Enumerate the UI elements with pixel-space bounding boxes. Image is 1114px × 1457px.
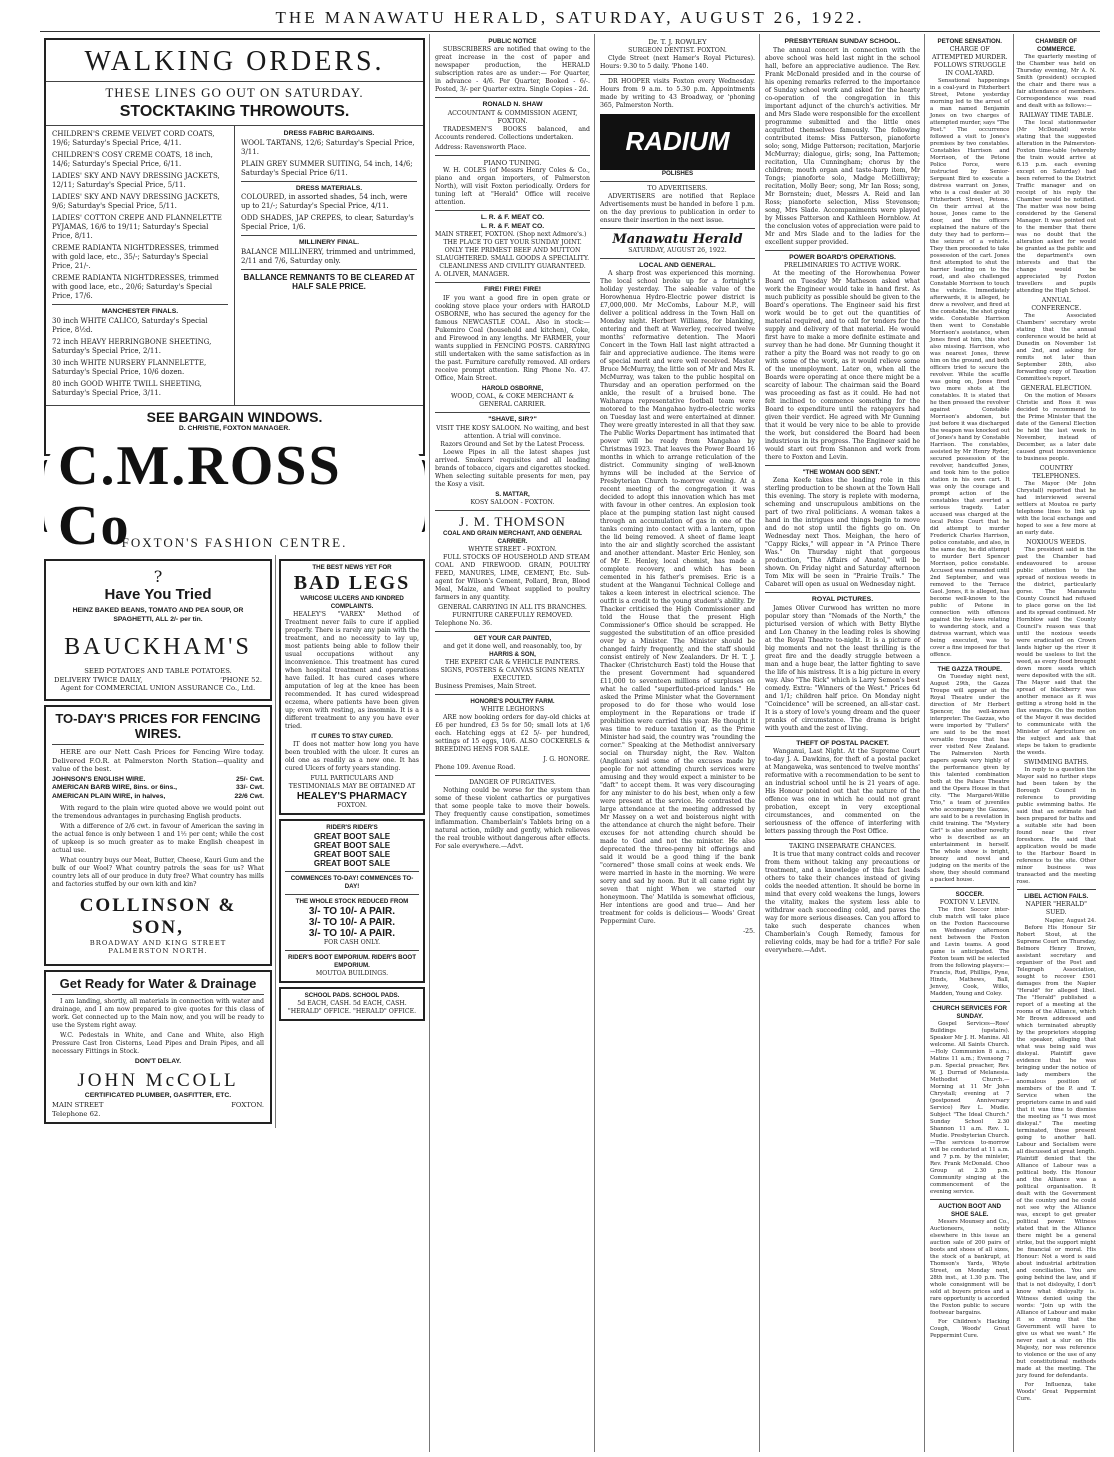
- drainage-paragraph: I am landing, shortly, all materials in connection with water and drainage, and I am now prepared to give quotes for this class of work. Get connected up to the Main now, and you will be ready to use the System right away.: [52, 997, 264, 1029]
- libel-subheading: NAPIER "HERALD" SUED.: [1025, 901, 1087, 916]
- piano-heading: PIANO TUNING.: [483, 158, 542, 167]
- moutoa-buildings: MOUTOA BUILDINGS.: [315, 970, 389, 977]
- great-boot-sale: GREAT BOOT SALE: [313, 841, 391, 850]
- thomson-trade: COAL AND GRAIN MERCHANT, AND GENERAL CARRIER.: [443, 529, 582, 545]
- leghorns: WHITE LEGHORNS: [480, 705, 545, 713]
- dentist-name: Dr. T. J. ROWLEY: [648, 38, 707, 46]
- public-notice-text: SUBSCRIBERS are notified that owing to the great increase in the cost of paper and newspaper production, the HERALD subscription rates are as under:— For Quarter, in advance - 4/6. Per Quarter, Booked - 6/-. Posted, 3/- per Quarter extra. Single Copies - 2d.: [435, 46, 590, 93]
- libel-text: Before His Honour Sir Robert Stout, at the Supreme Court on Thursday, Belmore Henry Brown, assistant secretary and organiser of the Post and Telegraph Association, sought to recover £501 damages from the Napier "Herald" for alleged libel. The "Herald" published a report of a meeting at the rooms of the Alliance, which Mr Brown addressed and which terminated abruptly by the proprietors stopping the speaker, alleging that what was being said was disloyal. Plaintiff gave evidence that he was bringing under the notice of lady members the anomalous position of members of the P. and T. Service when the proprietors came in and said that it was time to dismiss the meeting as "I was most disloyal." The meeting terminated, those present going to another hall. Labour and Socialism were all discussed at great length. Plaintiff denied that the Alliance of Labour was a political body. His Honour and the Alliance was a political organisation. It dealt with the Government of the country and he could not see why the Alliance was, except to get greater political power. Witness stated that in the Alliance there might be a general strike, but the support might be financial or moral. His Honour: Not a word is said about industrial arbitration and conciliation. You are going behind the law, and if that is not disloyalty, I don't know what disloyalty is. Witness denied using the words: "Join up with the Alliance of Labour and make it so strong that the Government will have to give us what we want." He never cast a slur on His Majesty, nor was reference to violence or the use of any but constitutional methods made at the meeting. The jury found for defendants.: [1016, 925, 1096, 1379]
- cash-only: FOR CASH ONLY.: [323, 939, 381, 946]
- purgatives-heading: DANGER OF PURGATIVES.: [469, 778, 556, 786]
- column-2: [431, 34, 595, 1452]
- bad-legs-ad: [279, 559, 425, 815]
- news-heading: THE BEST NEWS YET FOR: [312, 564, 392, 571]
- telephones-heading: COUNTRY TELEPHONES.: [1032, 465, 1081, 480]
- question-mark: ?: [153, 567, 163, 586]
- auction-heading: AUCTION BOOT AND SHOE SALE.: [938, 1203, 1002, 1218]
- walking-item: CHILDREN'S CREME VELVET CORD COATS, 19/6; Saturday's Special Price, 4/11.: [52, 130, 215, 147]
- manchester-item: 30 inch WHITE NURSERY FLANNELETTE, Saturday's Special Price, 10/6 dozen.: [52, 358, 207, 376]
- harris-address: Business Premises, Main Street.: [435, 682, 537, 690]
- school-pads: SCHOOL PADS. SCHOOL PADS.: [304, 992, 400, 999]
- woman-god-sent-text: Zena Keefe takes the leading role in this sterling production to be shown at the Town Hall this evening. The story is replete with moderna, scheming and unscrupulous ambitions on the part of two rival politicians. A woman takes a hand in the intrigues and things begin to move and do not stop until the fights go on. On Wednesday next Thos. Meighan, the hero of "Cappy Ricks," will appear in "A Prince There Was." On Thursday night that gorgeous production, "The Affairs of Anatol," will be shown. On Friday night and Saturday afternoon Tom Mix will be seen in "Prairie Trails." The Cabaret will open as usual on Wednesday night.: [765, 477, 920, 589]
- annual-text: The Associated Chambers' secretary wrote stating that the annual conference would be held at Dunedin on November 1st and 2nd, and asking for remits not later than September 28th, also forwarding copy of Taxation Committee's report.: [1016, 313, 1096, 382]
- walking-item: LADIES' COTTON CREPE AND FLANNELETTE PYJAMAS, 16/6 to 19/11; Saturday's Special Price, 8/11.: [52, 214, 222, 240]
- baths-text: In reply to a question the Mayor said no further steps had been taken by the Borough Council in reference to providing public swimming baths. He said that an estimate had been prepared for baths and a suitable site had been found near the river foreshore. He said that application would be made to the Harbour Board in reference to the site. Other minor business was transacted and the meeting rose.: [1016, 767, 1096, 885]
- mccoll-trade: CERTIFICATED PLUMBER, GASFITTER, ETC.: [84, 1092, 232, 1100]
- meat-address: MAIN STREET, FOXTON. (Shop next Admore's.): [435, 231, 587, 239]
- dentist-address: Clyde Street (next Hamer's Royal Pictures). Hours: 9.30 to 5 daily. 'Phone 140.: [600, 54, 755, 70]
- walking-orders-subtitle: THESE LINES GO OUT ON SATURDAY.: [105, 85, 364, 100]
- chances-heading: TAKING INSEPARATE CHANCES.: [789, 843, 896, 851]
- election-heading: GENERAL ELECTION.: [1020, 385, 1092, 392]
- bad-legs-title: BAD LEGS: [293, 572, 411, 594]
- hooper-text: DR HOOPER visits Foxton every Wednesday. Hours from 9 a.m. to 5.30 p.m. Appointments made by writing to 43 Broadway, or 'phoning 365, Palmerston North.: [600, 77, 755, 109]
- bauckham-ad: [44, 559, 272, 701]
- petone-subheading-2: FOLLOWS STRUGGLE IN COAL-YARD.: [933, 62, 1006, 77]
- wires-intro: HERE are our Nett Cash Prices for Fencing Wire today. Delivered F.O.R. at Palmerston North Station—quality and value of the best.: [52, 747, 264, 774]
- radium-subtext: POLISHES: [661, 169, 694, 177]
- meat-company: L. R. & F. MEAT CO.: [480, 214, 545, 222]
- local-general-text: A sharp frost was experienced this morning. The local school broke up for a fortnight's holiday yesterday. The saleable value of the Horowhenua Hydro-Electric power district is £7,000,000. Mr McCombs, Labour M.P., will deliver a political address in the Town Hall on Monday night. Herbert Williams, for blanking, entering and theft at Waverley, received twelve months' reformative detention. The Maori Concert in the Town Hall last night attracted a fair and appreciative audience. The items were of special merit and were well received. Master Bruce McMurray, the little son of Mr and Mrs R. McMurray, was taken to the public hospital on Thursday and an operation performed on the ankle, the result of a bruised bone. The Waiharapa representative football team were motored to the Mangahao hydro-electric works on Tuesday last and were entertained at dinner. They were greatly interested in all that they saw. The Public Works Department has intimated that power will be ready from Mangahao by Christmas 1923. That leaves the Power Board 16 months in which to arrange reticulation of the district. Community singing of well-known hymns will be included at the Service of Presbyterian Church to-morrow evening. At a recent meeting of the congregation it was decided to adopt this innovation which has met with favour in other centres. An explosion took place at the pumping station last night caused through an accumulation of gas in one of the tanks coming into contact with a lantern, upon the lid being removed. A sheet of flame leapt into the air and slightly scorched the assistant and another attendant. Master Eric Henley, son of Mr E. Henley, local chemist, has made a complete recovery, and which has been cemented in his father's premises. Eric is a student at the Wanganui Technical College and takes a keen interest in electrical science. The outfit is a credit to the young student's ability. Dr Thacker criticised the High Commissioner and told the House that the present High Commissioner's Office should be scrapped. He suggested the substitution of an office presided over by a Minister. The Minister should be changed fairly frequently, and the staff should consist entirely of New Zealanders. Dr H. T. J. Thacker (Christchurch East) told the House that the present Government had squandered £11,000 to seventeen millions of surpluses on what he called "superfluted-priced lands." He asked the Prime Minister what the Government proposed to do for those who would lose employment in the Reparations or trade if prohibition were carried this year. He thought it was time to reduce taxation if, as the Prime Minister had said, the country was "rounding the corner." Speaking at the Methodist anniversary social on Thursday night, the Rev. Walton (Anglican) said some of the excuses made by people for not attending church services were amusing and they would expect a minister to be "daft" to accept them. It was very discouraging for any minister to do his best, when only a few were present at the service. He contrasted the large attendance at the meeting addressed by Mr Massey on a wet and boisterous night with the attendance at church the night before. Their excuses for not attending church should be made to God and not the minister. He also deprecated the three-penny bit offerings and said it would be a good thing if the bank "cornered" those small coins at week ends. We were married in haste in the morning. We were sorry and sad by noon. But it all came right by seven that night When we started our honeymoon. The' Matilda is somewhat officious, Her intentions are good and true— And her treatment for colds is delicious— Woods' Great Peppermint Cure.: [600, 270, 755, 926]
- great-boot-sale: GREAT BOOT SALE: [313, 832, 391, 841]
- school-pads-ad: [279, 987, 425, 1021]
- thomson-street: WHYTE STREET - FOXTON.: [468, 545, 557, 553]
- manchester-item: 30 inch WHITE CALICO, Saturday's Special Price, 8½d.: [52, 316, 208, 334]
- children-cough: For Children's Hacking Cough, Woods' Great Peppermint Cure.: [930, 1319, 1010, 1339]
- cures-text: IT does not matter how long you have been troubled with the ulcer. It cures an old one as readily as a new one. It has cured Ulcers of forty years standing.: [285, 741, 419, 772]
- thomson-phone: Telephone No. 36.: [435, 619, 493, 627]
- chances-text: It is true that many contract colds and recover from them without taking any precautions or treatment, and a knowledge of this fact leads others to take their chances instead of giving colds the needed attention. It should be borne in mind that every cold weakens the lungs, lowers the vitality, makes the system less able to withdraw each succeeding cold, and paves the way for more serious diseases. Can you afford to take such desperate chances when Chamberlain's Cough Remedy, famous for relieving colds, may be had for a trifle? For sale everywhere.—Advt.: [765, 851, 920, 955]
- school-pads-price: 5d EACH, CASH. 5d EACH, CASH.: [297, 1000, 407, 1007]
- harris-name: HARRIS & SON,: [489, 650, 536, 658]
- bauckham-title: Have You Tried: [104, 586, 212, 603]
- walking-item: WOOL TARTANS, 12/6; Saturday's Special Price, 3/11.: [241, 138, 415, 156]
- theft-text: Wanganui, Last Night. At the Supreme Court to-day J. A. Dawkins, for theft of a postal packet at Mangaweka, was sentenced to twelve months' reformative with a recommendation to be sent to an industrial school until he is 21 years of age. His Honour pointed out that the nature of the offence was one in which he could not grant probation, except in very exceptional circumstances, and commented on the seriousness of the offence of interfering with letters passing through the Post Office.: [765, 748, 920, 836]
- church-heading: CHURCH SERVICES FOR SUNDAY.: [932, 1005, 1007, 1020]
- dress-materials-heading: DRESS MATERIALS.: [295, 184, 363, 192]
- theft-heading: THEFT OF POSTAL PACKET.: [796, 739, 889, 747]
- walking-right-column: [234, 126, 423, 405]
- loewe-text: Loewe Pipes in all the latest shapes just arrived. Smokers' requisites and all leading brands of tobacco, cigars and cigarettes stocked. When selecting suitable presents for men, pay the Kosy a visit.: [435, 448, 590, 488]
- masthead: [40, 4, 1100, 32]
- seed-line: SEED POTATOES AND TABLE POTATOES.: [84, 667, 232, 676]
- paper-title: Manawatu Herald: [612, 231, 743, 247]
- poultry-heading: HONORE'S POULTRY FARM.: [470, 697, 555, 705]
- price-line: 3/- TO 10/- A PAIR.: [308, 906, 396, 917]
- varex-text: HEALEY'S "VAREX" Method of Treatment never fails to cure if applied properly. There is rarely any pain with the treatment, and no necessity to lay up, most patients being able to follow their usual occupations without any inconvenience. This treatment has cured when hospital treatment and operations have failed. It has cured cases where amputation of leg at the knee has been recommended. It has cured widespread eczema, where patients have been given up; even with resting, as insomnia. It is a different treatment to any you have ever tried.: [285, 611, 419, 730]
- price-line: 3/- TO 10/- A PAIR.: [308, 928, 396, 939]
- manchester-item: 80 inch GOOD WHITE TWILL SHEETING, Saturday's Special Price, 3/11.: [52, 379, 202, 397]
- meat-company: L. R. & F. MEAT CO.: [480, 222, 545, 230]
- advertisers-text: ADVERTISERS are notified that Replace Advertisements must be handed in before 1 p.m. on the day previous to publication in order to ensure their insertion in the next issue.: [600, 192, 755, 224]
- walking-item: LADIES' SKY AND NAVY DRESSING JACKETS, 12/11; Saturday's Special Price, 5/11.: [52, 172, 220, 189]
- annual-heading: ANNUAL CONFERENCE.: [1031, 297, 1082, 312]
- shaw-name: RONALD N. SHAW: [482, 101, 543, 108]
- radium-text: RADIUM: [625, 126, 730, 157]
- manchester-item: 72 inch HEAVY HERRINGBONE SHEETING, Saturday's Special Price, 2/11.: [52, 337, 212, 355]
- riders-boot-ad: [279, 819, 425, 983]
- ads-left-stack: [44, 555, 275, 1128]
- bargain-windows: SEE BARGAIN WINDOWS.: [46, 405, 423, 425]
- gazza-heading: THE GAZZA TROUPE.: [937, 666, 1002, 673]
- church-text: Gospel Services—Ross' Buildings (upstairs). Speaker Mr J. H. Manins. All welcome. All Saints Church.—Holy Communion 8 a.m.; Matins 11 a.m.; Evensong 7 p.m. Special preacher, Rev. W. J. Durrad of Melanesia. Methodist Church.—Morning at 11 Mr John Chrystall; evening at 7 (postponed Anniversary Service) Rev L. Mudie. Subject "The Ideal Church." Sunday School 2.30 Shannon 11 a.m. Rev. L. Mudie. Presbyterian Church.—The services to-morrow will be conducted at 11 a.m. and 7 p.m. by the minister, Rev. Frank McDonald. Choo Group at 2.30 p.m. Community singing at the commencement of the evening service.: [930, 1021, 1010, 1195]
- presbyterian-text: The annual concert in connection with the above school was held last night in the school hall, before an appreciative audience. The Rev. Frank McDonald presided and in the course of his opening remarks referred to the importance of Sunday school work and asked for the hearty co-operation of the congregation in this important adjunct of the church's activities. Mr and Mrs Slade were responsible for the excellent programme submitted and the little ones acquitted themselves famously. The following contributed items: Miss Patterson, pianoforte solo; song, Midge Patterson; recitation, Marjorie McMurray; dialogue, girls; song, Ina Pattemon; recitation, Ula Cunningham; chorus by the children; mouth organ and taste-harp item, Mr Tongs; pianoforte solo, Madge McGillivray; recitation, Molly Beer; song, Mr Ian Ross; song, Mr Bornstein; duet, Messrs A. Reid and Ian Ross; pianoforte selection, Miss Stevenson; song, Mrs Slade. Accompaniments were played by Misses Patterson and Kathleen Hornblow. At the conclusion votes of appreciation were paid to Mr and Mrs Slade and to the ladies for the excellent supper provided.: [765, 46, 920, 246]
- wires-title: TO-DAY'S PRICES FOR FENCING WIRES.: [55, 710, 261, 741]
- shaw-text: TRADESMEN'S BOOKS balanced, and Accounts rendered. Collections undertaken.: [435, 125, 590, 141]
- chamber-heading: CHAMBER OF COMMERCE.: [1035, 38, 1078, 53]
- royal-pictures-text: James Oliver Curwood has written no more popular story than "Nomads of the North," the picturised version of which with Betty Blythe and Lon Chaney in the leading roles is showing at the Royal Theatre to-night. It is a picture of big moments and not the least thrilling is the great fire and the deadly struggle between a man and a huge bear, the latter fighting to save the life of his mistress. It is a big picture in every way. Also "The Rick" which is Larry Semon's best comedy. Extra: "Winners of the West." Prices 6d and 1/1; children half price. On Monday night "Coincidence" will be screened, an all-star cast. It is a story of love's young dream and the queer pranks of circumstance. The drama is bright with youth and the zest of living.: [765, 604, 920, 732]
- wires-paragraph: With a difference of 2/6 cwt. in favour of American the saving in the actual fence is only between 1 and 1½ per cent; while the cost of upkeep is so much greater as to make English cheapest in actual use.: [52, 822, 264, 854]
- advertisers-heading: TO ADVERTISERS.: [647, 184, 708, 192]
- commences-heading: COMMENCES TO-DAY! COMMENCES TO-DAY!: [290, 875, 414, 890]
- kosy-text: VISIT THE KOSY SALOON. No waiting, and best attention. A trial will convince.: [436, 424, 589, 440]
- millinery-text: BALANCE MILLINERY, trimmed and untrimmed, 2/11 and 7/6, Saturday only.: [241, 247, 416, 265]
- shaw-address: Address: Ravensworth Place.: [435, 143, 527, 151]
- bauckham-line: HEINZ BAKED BEANS, TOMATO AND PEA SOUP, OR SPAGHETTI, ALL 2/- per tin.: [72, 607, 244, 623]
- pharmacy-name: HEALEY'S PHARMACY: [296, 791, 408, 802]
- walking-item: CREME RADIANTA NIGHTDRESSES, trimmed with good lace, etc., 20/6; Saturday's Special Price, 17/6.: [52, 274, 219, 300]
- baths-heading: SWIMMING BATHS.: [1023, 759, 1089, 766]
- wire-name: AMERICAN BARB WIRE, 8ins. or 6ins.,: [52, 784, 177, 792]
- walking-orders-ad: [44, 38, 425, 456]
- great-boot-sale: GREAT BOOT SALE: [313, 859, 391, 868]
- razors-text: Razors Ground and Set by the Latest Process.: [440, 440, 585, 448]
- riders-heading: RIDER'S RIDER'S: [326, 824, 378, 831]
- wire-price: 25/- Cwt.: [236, 775, 264, 783]
- libel-place: Napier, August 24.: [1044, 918, 1096, 924]
- weeds-text: The president said in the past the Chamber had endeavoured to arouse public attention to the spread of noxious weeds in the district, particularly gorse. The Manawatu County Council had refused to place gorse on the list and its spread continued. Mr Hornblow said the County Council's reason was that until the noxious weeds were eradicated on Crown lands higher up the river it would be useless to list the weed, as every flood brought down more seeds which were deposited with the silt. The Mayor said that the spread of blackberry was another menace as it was getting a strong hold in the flax swamps. On the motion of the Mayor it was decided to communicate with the Minister of Agriculture on the subject and ask that steps be taken to gradiente the weeds.: [1016, 547, 1096, 756]
- cures-heading: IT CURES TO STAY CURED.: [311, 733, 393, 740]
- mccoll-town: FOXTON.: [231, 1100, 264, 1109]
- column-5: [926, 34, 1100, 1452]
- signs-text: SIGNS, POSTERS & CANVAS SIGNS NEATLY EXECUTED.: [440, 666, 585, 682]
- weeds-heading: NOXIOUS WEEDS.: [1026, 539, 1087, 546]
- collinson-town: PALMERSTON NORTH.: [108, 947, 208, 956]
- emporium-heading: RIDER'S BOOT EMPORIUM. RIDER'S BOOT EMPORIUM.: [287, 954, 417, 969]
- varicose-heading: VARICOSE ULCERS AND KINDRED COMPLAINTS.: [300, 595, 404, 610]
- libel-heading: LIBEL ACTION FAILS.: [1024, 893, 1089, 900]
- soccer-heading: SOCCER.: [955, 891, 984, 898]
- drainage-title: Get Ready for Water & Drainage: [59, 975, 257, 991]
- honore-name: J. G. HONORE.: [543, 755, 590, 763]
- power-board-text: At the meeting of the Horowhenua Power Board on Tuesday Mr Matheson asked what work the Engineer would take in hand first. As much publicity as possible should be given to the Board's operations. The Engineer said his first work would be to get out the quantities of material required, and to call for tenders for the supply and delivery of that material. He would first have to make a more definite estimate and survey than he had done. Mr Gunning thought it rather a pity the Board was not ready to go on with some of the work, as it would relieve some of the unemployment. Later on, when all the Boards were operating at once there might be a scarcity of labour. The chairman said the Board was proceeding as fast as it could. He had not felt inclined to commence something for the Board to expenditure until the ratepayers had given their verdict. He agreed with Mr Gunning that it would be very nice to be able to provide the work, but considered the Board had been industrious in its progress. The Engineer said he would start out from Shannon and work from there to Foxton and Levin.: [765, 270, 920, 462]
- ross-logo-text: C.M.ROSS Co: [44, 436, 425, 556]
- mattar-name: S. MATTAR,: [495, 490, 530, 498]
- walking-item: COLOURED, in assorted shades, 54 inch, were up to 21/-; Saturday's Special Price, 4/11.: [241, 193, 408, 211]
- collinson-name: COLLINSON & SON,: [79, 894, 237, 938]
- power-board-subheading: PRELIMINARIES TO ACTIVE WORK.: [784, 262, 901, 270]
- dress-fabric-heading: DRESS FABRIC BARGAINS.: [283, 130, 375, 137]
- mccoll-name: JOHN McCOLL: [77, 1070, 239, 1092]
- power-board-heading: POWER BOARD'S OPERATIONS.: [789, 253, 896, 261]
- wires-paragraph: What country buys our Meat, Butter, Cheese, Kauri Gum and the bulk of our Wool? What country patrols the seas for us? What country lets all of our produce in duty free? What country has mills and factories stuffed by our own kith and kin?: [52, 856, 264, 888]
- osborne-trade: WOOD, COAL, & COKE MERCHANT & GENERAL CARRIER.: [450, 392, 574, 408]
- remnants-text: BALLANCE REMNANTS TO BE CLEARED AT HALF SALE PRICE.: [243, 272, 415, 291]
- ads-right-stack: [275, 555, 425, 1128]
- fencing-wires-ad: [44, 705, 272, 966]
- chamber-text: The quarterly meeting of the Chamber was held on Thursday evening, Mr A. N. Smith (president) occupied the chair and there was a fair attendance of members. Correspondence was read and dealt with as follows:—: [1016, 54, 1096, 109]
- walking-item: CREME RADIANTA NIGHTDRESSES, trimmed with gold lace, etc., 35/-; Saturday's Special Price, 21/-.: [52, 244, 219, 270]
- piano-text: W. H. COLES (of Messrs Henry Coles & Co., piano and organ importers, of Palmerston North), will visit Foxton periodically. Orders for tuning left at "Herald" Office will receive attention.: [435, 167, 590, 207]
- petone-heading: PETONE SENSATION.: [937, 38, 1002, 45]
- millinery-heading: MILLINERY FINAL.: [298, 239, 360, 247]
- gazza-text: On Tuesday night next, August 29th, the Gazza Troupe will appear at the Royal Theatre under the direction of Mr Herbert Spencer, the well-known interpreter. The Gazzas, who were imported by "Fullers" are said to be the most versatile troupe that has ever visited New Zealand. The Palmerston North papers speak very highly of the performance given by this talented combination both at the Palace Theatre and the Opera House in that city. "The Margaret-Willie Trio," a team of juveniles who accompany the Gazzas, are said to be a revelation in child training. The "Mystery Girl" is also another novelty who is described as an entertainment in herself. The whole show is bright, breezy and novel and judging on the merits of the show, they should command a packed house.: [930, 674, 1010, 883]
- walking-item: LADIES' SKY AND NAVY DRESSING JACKETS, 9/6; Saturday's Special Price, 5/11.: [52, 193, 220, 210]
- petone-column: [930, 34, 1014, 1452]
- walking-item: CHILDREN'S COSY CREME COATS, 18 inch, 14/6; Saturday's Special Price, 6/11.: [52, 151, 213, 168]
- shaw-trade: ACCOUNTANT & COMMISSION AGENT, FOXTON.: [447, 109, 578, 125]
- mccoll-phone: Telephone 62.: [52, 1109, 101, 1118]
- petone-text: Sensational happenings in a coal-yard in Fitzherbert Street, Petone yesterday morning led to the arrest of a man named Benjamin Jones on two charges of attempted murder, says "The Post." The occurrence followed a visit to Jones's premises by two constables. Constables Harrison and Morrison, of the Petone Police Force, were instructed by Senior-Sergeant Bird to execute a distress warrant on Jones, who is a coal dealer at 30 Fitzherbert Street, Petone. On their arrival at the house, Jones came to the door, and the officers explained the nature of the duty they had to perform—the seizure of a vehicle. They then proceeded to take possession of the cart. Jones first attempted to shut the barrier leading on to the road, and also challenged Constable Morrison to touch the vehicle. Immediately afterwards, it is alleged, he drew a revolver, and fired at the constable, the shot going wide. Constable Harrison then went to Constable Morrison's assistance, when Jones fired at him, this shot also missing. Harrison, who was nearest Jones, threw him on the ground, and both officers tried to secure the revolver. While the scuffle was going on, Jones fired two more shots at the constables. It is stated that he then pressed the revolver against Constable Morrison's abdomen, but just before it was discharged the weapon was knocked out of Jones's hand by Constable Harrison. The constables, assisted by Mr Henry Ryder, secured possession of the revolver, handcuffed Jones, and took him to the police station in his own cart. It was only the courage and prompt action of the constables that averted a serious tragedy. Later accused was charged at the local Police Court that he did attempt to murder Frederick Charles Harrison, police constable, and also, in the same day, he did attempt to murder Bert Spencer Morrison, police constable. Accused was remanded until 2nd September, and was removed to the Terrace Gaol. Jones, it is alleged, has become well-known to the public of Petone in connection with offences against the by-laws relating to wandering stock, and a distress warrant, which was being executed, was to cover a fine imposed for that offence.: [930, 78, 1010, 658]
- local-general-heading: LOCAL AND GENERAL.: [639, 261, 716, 269]
- manager-line: D. CHRISTIE, FOXTON MANAGER.: [178, 424, 291, 432]
- manchester-heading: MANCHESTER FINALS.: [101, 308, 179, 315]
- harris-trade: THE EXPERT CAR & VEHICLE PAINTERS.: [445, 658, 580, 666]
- thomson-text: FULL STOCKS OF HOUSEHOLD AND STEAM COAL AND FIREWOOD. GRAIN, POULTRY FEED, MANURES, LIME, CEMENT, Etc. Sub-agent for Wilson's Cement, Pollard, Bran, Blood Meal, Maize, and Wheat supplied to poultry farmers in any quantity.: [435, 553, 590, 601]
- meat-manager: A. OLIVER, MANAGER.: [435, 271, 510, 279]
- masthead-text: THE MANAWATU HERALD, SATURDAY, AUGUST 26, 1922.: [275, 7, 865, 27]
- column-3: [596, 34, 760, 1452]
- wire-name: JOHNSON'S ENGLISH WIRE.: [52, 775, 146, 783]
- auction-text: Messrs Mounsey and Co., Auctioneers, notify elsewhere in this issue an auction sale of 200 pairs of boots and shoes of all sizes, the stock of a bankrupt, at Thomson's Yards, Whyte Street, on Monday next, 28th inst., at 1.30 p.m. The whole consignment will be sold at buyers prices and a rare opportunity is accorded the Foxton public to secure footwear bargains.: [930, 1219, 1010, 1316]
- whole-stock: THE WHOLE STOCK REDUCED FROM: [295, 898, 409, 905]
- walking-orders-title: WALKING ORDERS.: [84, 46, 385, 77]
- herald-office: "HERALD" OFFICE. "HERALD" OFFICE.: [287, 1008, 417, 1015]
- petone-subheading: CHARGE OF ATTEMPTED MURDER.: [932, 46, 1008, 61]
- fire-heading: FIRE! FIRE! FIRE!: [483, 286, 541, 294]
- wire-price: 22/6 Cwt.: [234, 792, 264, 800]
- wire-name: AMERICAN PLAIN WIRE, in halves,: [52, 792, 166, 800]
- mccoll-street: MAIN STREET: [52, 1100, 104, 1109]
- radium-logo: [600, 114, 755, 170]
- osborne-name: HAROLD OSBORNE,: [481, 384, 544, 392]
- fire-text: IF you want a good fire in open grate or cooking stove place your orders with HAROLD OSBORNE, who has secured the agency for the famous NEWCASTLE COAL. Also in stock:—Pukemiro Coal (household and kitchen), Coke, and Firewood in any lengths. Mr FARMER, your wants supplied in FENCING POSTS. CARRYING still undertaken with the same satisfaction as in the past. Furniture carefully removed. All orders receive prompt attention. Ring Phone No. 47. Office, Main Street.: [435, 294, 590, 382]
- dentist-trade: SURGEON DENTIST. FOXTON.: [628, 46, 727, 54]
- royal-pictures-heading: ROYAL PICTURES.: [811, 596, 874, 604]
- honore-address: Phone 109. Avenue Road.: [435, 763, 516, 771]
- agent-line: Agent for COMMERCIAL UNION ASSURANCE Co., Ltd.: [60, 684, 256, 693]
- railway-heading: RAILWAY TIME TABLE.: [1019, 112, 1094, 119]
- presbyterian-heading: PRESBYTERIAN SUNDAY SCHOOL.: [784, 38, 901, 45]
- price-line: 3/- TO 10/- A PAIR.: [308, 917, 396, 928]
- painted-heading: GET YOUR CAR PAINTED,: [473, 634, 552, 642]
- bauckham-name: BAUCKHAM'S: [64, 634, 252, 661]
- shave-heading: "SHAVE, SIR?": [488, 415, 537, 423]
- paper-date: SATURDAY, AUGUST 26, 1922.: [628, 246, 727, 254]
- railway-text: The local stationmaster (Mr McDonald) wrote stating that the suggested alteration in the Palmerston-Foxton time-table (whereby the train would arrive at 6.15 p.m. each evening except on Saturday) had been referred to the District Traffic manager and on receipt of his reply the Chamber would be notified. The matter was now being considered by the General Manager. It was pointed out to the member that there was no doubt that the alteration asked for would be granted as the public and the department's own interests and that the change would be appreciated by Foxton travellers and pupils attending the High School.: [1016, 120, 1096, 294]
- mattar-address: KOSY SALOON - FOXTON.: [470, 498, 555, 506]
- walking-item: ODD SHADES, JAP CREPES, to clear, Saturday's Special Price, 1/6.: [241, 214, 414, 232]
- great-boot-sale: GREAT BOOT SALE: [313, 850, 391, 859]
- particulars-text: FULL PARTICULARS AND TESTIMONIALS MAY BE OBTAINED AT: [288, 775, 416, 790]
- soccer-text: The first Soccer inter-club match will take place on the Foxton Racecourse on Wednesday afternoon next between the Foxton and Levin teams. A good game is anticipated. The Foxton team will be selected from the following players:—Francis, Rud, Phillips, Pyne, Hinds, Mathews, Ball, Jenvey, Cook, Wilks, Madden, Young and Coley.: [930, 907, 1010, 997]
- purgatives-text: Nothing could be worse for the system than some of these violent cathartics or purgatives that some people take to move their bowels. They frequently cause constipation, sometimes inflammation. Chamberlain's Tablets bring on a natural action, mildly and gently, which relieves the real trouble without dangerous after effects. For sale everywhere.—Advt.: [435, 786, 590, 850]
- public-notice-heading: PUBLIC NOTICE: [488, 38, 537, 45]
- woman-god-sent-heading: "THE WOMAN GOD SENT.": [802, 469, 883, 477]
- delivery-text: DELIVERY TWICE DAILY,: [54, 675, 143, 684]
- wires-paragraph: With regard to the plain wire quoted above we would point out the tremendous advantages in purchasing English products.: [52, 804, 264, 820]
- column-1: [40, 34, 430, 1452]
- stocktaking-heading: STOCKTAKING THROWOUTS.: [119, 103, 350, 120]
- walking-item: PLAIN GREY SUMMER SUITING, 54 inch, 14/6; Saturday's Special Price 6/11.: [241, 159, 413, 177]
- ross-tagline: FOXTON'S FASHION CENTRE.: [121, 535, 348, 550]
- dont-delay: DON'T DELAY.: [134, 1057, 182, 1065]
- chamber-column: [1014, 34, 1097, 1452]
- collinson-address: BROADWAY AND KING STREET: [89, 938, 227, 947]
- wire-price: 33/- Cwt.: [236, 784, 264, 792]
- painted-text: and get it done well, and reasonably, too, by: [443, 642, 582, 650]
- general-carrying: GENERAL CARRYING IN ALL ITS BRANCHES. FURNITURE CAREFULLY REMOVED.: [438, 603, 587, 619]
- bauckham-phone: 'PHONE 52.: [220, 675, 262, 684]
- advt-number: -25.: [743, 928, 755, 936]
- soccer-subheading: FOXTON V. LEVIN.: [939, 899, 1000, 906]
- pharmacy-town: FOXTON.: [337, 802, 367, 809]
- telephones-text: The Mayor (Mr John Chrystall) reported that he had interviewed several settlers at Moutoa re party telephone lines to link up with the local exchange and hoped to see a few more at an early date.: [1016, 481, 1096, 536]
- walking-left-column: [46, 126, 234, 405]
- influenza-text: For Influenza, take Woods' Great Peppermint Cure.: [1016, 1382, 1096, 1402]
- drainage-paragraph: W.C. Pedestals in White, and Cane and White, also High Pressure Cast Iron Cisterns, Lead Pipes and Drain Pipes, and all necessary Fittings in Stock.: [52, 1031, 264, 1055]
- poultry-text: ARE now booking orders for day-old chicks at £6 per hundred, £3 5s for 50; small lots at 1/6 each. Hatching eggs at £2 5/- per hundred, settings of 15 eggs, 10/6. ALSO COCKERELS & BREEDING HENS FOR SALE.: [435, 713, 590, 753]
- thomson-name: J. M. THOMSON: [459, 513, 566, 529]
- election-text: On the motion of Messrs Christie and Ross it was decided to recommend to the Prime Minister that the date of the General Election be held the last week in November, instead of December, as a later date caused great inconvenience to business people.: [1016, 393, 1096, 462]
- column-4: [761, 34, 925, 1452]
- meat-text: THE PLACE TO GET YOUR SUNDAY JOINT. ONLY THE PRIMEST BEEF AND MUTTON SLAUGHTERED. SMALL GOODS A SPECIALITY. CLEANLINESS AND CIVILITY GUARANTEED.: [435, 239, 590, 271]
- drainage-ad: [44, 970, 272, 1124]
